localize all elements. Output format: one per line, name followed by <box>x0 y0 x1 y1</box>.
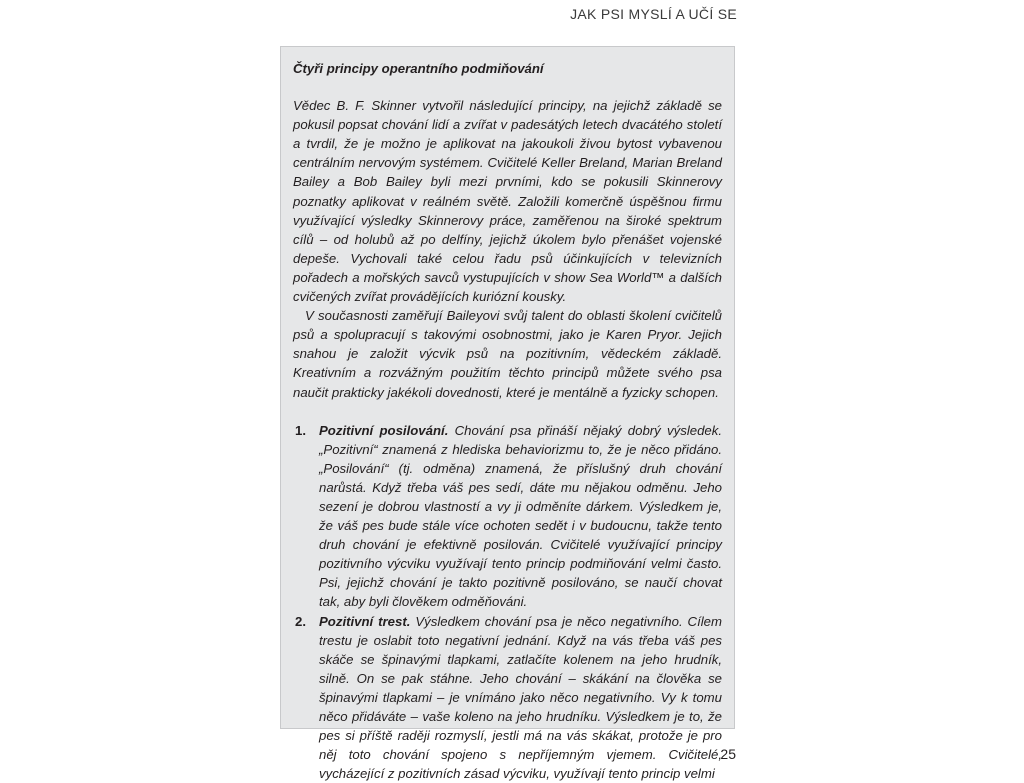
running-header: JAK PSI MYSLÍ A UČÍ SE <box>570 6 737 22</box>
sidebar-paragraph: V současnosti zaměřují Baileyovi svůj talent do oblasti školení cvičitelů psů a spolupracují s takovými osobnostmi, jako je Karen Pryor. Jejich snahou je založit výcvik psů na pozitivním, vědeckém základě. Kreativním a rozvážným použitím těchto principů můžete svého psa naučit prakticky jakékoli dovednosti, které je mentálně a fyzicky schopen. <box>293 308 722 400</box>
principle-item <box>293 612 722 783</box>
sidebar-paragraph: Vědec B. F. Skinner vytvořil následující principy, na jejichž základě se pokusil popsat chování lidí a zvířat v padesátých letech dvacátého století a tvrdil, že je možno je aplikovat na jakoukoli živou bytost vybavenou centrálním nervovým systémem. Cvičitelé Keller Breland, Marian Breland Bailey a Bob Bailey byli mezi prvními, kdo se pokusili Skinnerovy poznatky aplikovat v reálném světě. Založili komerčně úspěšnou firmu využívající výsledky Skinnerovy práce, zaměřenou na široké spektrum cílů – od holubů až po delfíny, jejichž úkolem bylo přenášet vojenské depeše. Vychovali také celou řadu psů účinkujících v televizních pořadech a mořských savců vystupujících v show Sea World™ a dalších cvičených zvířat provádějících kuriózní kousky. <box>293 98 722 305</box>
principles-list <box>293 421 722 783</box>
sidebar-title: Čtyři principy operantního podmiňování <box>293 61 544 76</box>
principle-text: Chování psa přináší nějaký dobrý výsledek. „Pozitivní“ znamená z hlediska behaviorizmu to, že je něco přidáno. „Posilování“ (tj. odměna) znamená, že příslušný druh chování narůstá. Když třeba váš pes sedí, dáte mu nějakou odměnu. Jeho sezení je dobrou vlastností a vy ji odměníte dárkem. Výsledkem je, že váš pes bude stále více ochoten sedět i v budoucnu, takže tento druh chování je efektivně posilován. Cvičitelé využívající principy pozitivního výcviku využívají tento princip podmiňování velmi často. Psi, jejichž chování je takto pozitivně posilováno, se naučí chovat tak, aby byli člověkem odměňováni. <box>319 422 723 610</box>
principle-term: Pozitivní posilování. <box>319 422 449 438</box>
principle-term: Pozitivní trest. <box>319 613 411 629</box>
principle-item <box>293 421 722 612</box>
principle-text: Výsledkem chování psa je něco negativního. Cílem trestu je oslabit toto negativní jednání. Když na vás třeba váš pes skáče se špinavými tlapkami, zatlačíte kolenem na jeho hrudník, silně. On se pak stáhne. Jeho chování – skákání na člověka se špinavými tlapkami – je vnímáno jako něco negativního. Vy k tomu něco přidáváte – vaše koleno na jeho hrudníku. Výsledkem je to, že pes si příště raději rozmyslí, jestli má na vás skákat, protože je pro něj toto chování spojeno s nepříjemným vjemem. Cvičitelé, vycházející z pozitivních zásad výcviku, využívají tento princip velmi <box>319 613 722 782</box>
principle-number: 1. <box>295 422 306 438</box>
page-number: 25 <box>720 746 736 762</box>
principle-number: 2. <box>295 613 306 629</box>
